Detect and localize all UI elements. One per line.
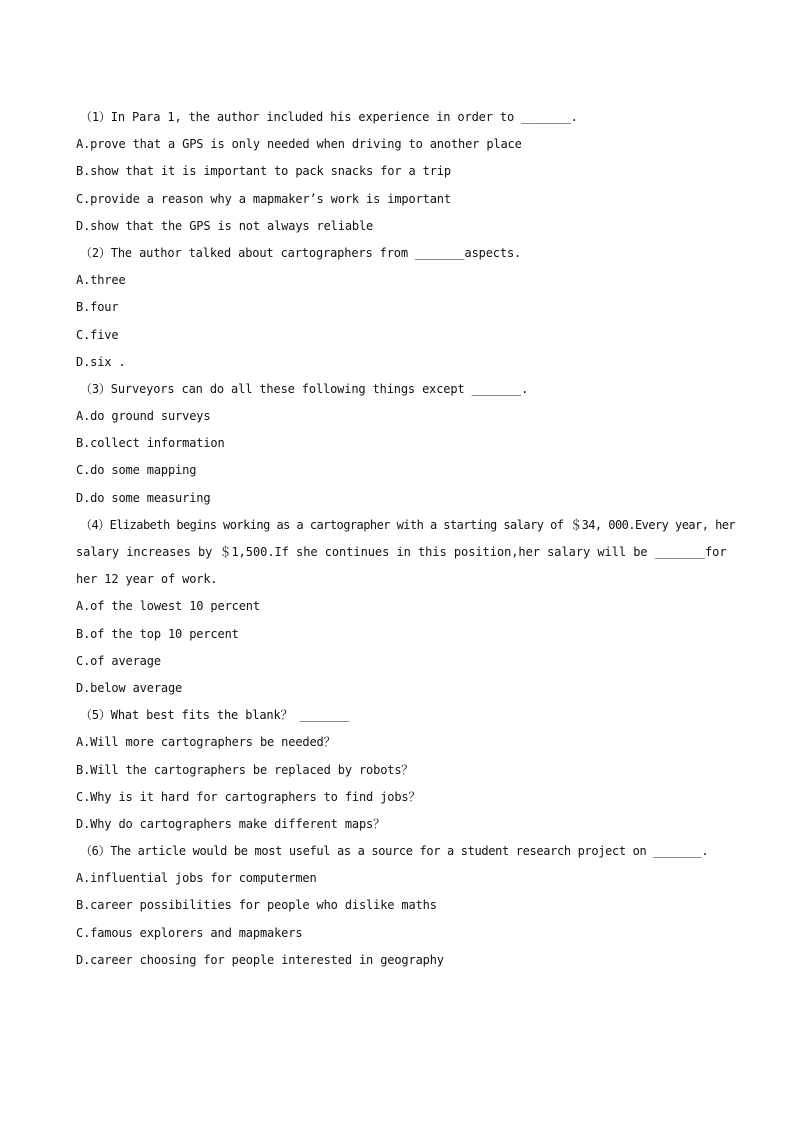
- question-2-option-b: B.four: [76, 300, 119, 315]
- question-4-number: （4）: [80, 517, 110, 532]
- question-5-stem: [76, 702, 721, 729]
- question-6-stem: [76, 838, 721, 865]
- question-5-text: What best fits the blank？ _______: [110, 708, 350, 723]
- question-6-option-b: B.career possibilities for people who dislike maths: [76, 898, 437, 913]
- question-1-option-b: B.show that it is important to pack snacks for a trip: [76, 164, 451, 179]
- question-6-option-d: D.career choosing for people interested in geography: [76, 952, 444, 967]
- question-2-option-d: D.six .: [76, 354, 126, 369]
- question-2-number: （2）: [80, 245, 111, 260]
- question-4-text-line-1: Elizabeth begins working as a cartographer with a starting salary of ＄34, 000.Every year, her: [109, 517, 736, 532]
- question-2-stem: [76, 240, 721, 267]
- question-4-stem-line-2: salary increases by ＄1,500.If she continues in this position,her salary will be _______for: [76, 545, 727, 559]
- question-5-option-a: A.Will more cartographers be needed？: [76, 735, 336, 750]
- question-6-option-a: A.influential jobs for computermen: [76, 871, 317, 886]
- question-3-number: （3）: [80, 381, 111, 396]
- question-4-stem-line-1: [76, 512, 736, 539]
- question-1-option-d: D.show that the GPS is not always reliable: [76, 218, 374, 233]
- question-2-option-a: A.three: [76, 273, 126, 288]
- question-6-option-c: C.famous explorers and mapmakers: [76, 925, 303, 940]
- question-5-number: （5）: [80, 708, 111, 723]
- question-4-option-c: C.of average: [76, 653, 161, 668]
- question-5-option-c: C.Why is it hard for cartographers to find jobs？: [76, 789, 421, 804]
- question-1-stem: [76, 104, 721, 131]
- question-sheet: [76, 104, 736, 974]
- question-4-option-b: B.of the top 10 percent: [76, 626, 239, 641]
- question-1-option-c: C.provide a reason why a mapmaker’s work is important: [76, 191, 451, 206]
- question-3-option-c: C.do some mapping: [76, 463, 197, 478]
- question-5-option-b: B.Will the cartographers be replaced by robots？: [76, 762, 414, 777]
- question-6-text: The article would be most useful as a source for a student research project on _______.: [110, 844, 709, 859]
- question-6-number: （6）: [80, 844, 111, 859]
- question-4-option-d: D.below average: [76, 680, 183, 695]
- question-3-stem: [76, 376, 721, 403]
- question-1-option-a: A.prove that a GPS is only needed when driving to another place: [76, 137, 522, 152]
- question-3-option-d: D.do some measuring: [76, 490, 211, 505]
- question-4-option-a: A.of the lowest 10 percent: [76, 599, 260, 614]
- question-3-option-b: B.collect information: [76, 436, 225, 451]
- question-1-text: In Para 1, the author included his experience in order to _______.: [110, 110, 578, 124]
- question-1-number: （1）: [80, 110, 111, 124]
- question-2-text: The author talked about cartographers from _______aspects.: [110, 245, 522, 260]
- question-3-option-a: A.do ground surveys: [76, 409, 211, 424]
- question-3-text: Surveyors can do all these following things except _______.: [110, 381, 529, 396]
- question-4-stem-line-3: her 12 year of work.: [76, 572, 218, 587]
- question-2-option-c: C.five: [76, 327, 119, 342]
- question-5-option-d: D.Why do cartographers make different maps？: [76, 816, 385, 831]
